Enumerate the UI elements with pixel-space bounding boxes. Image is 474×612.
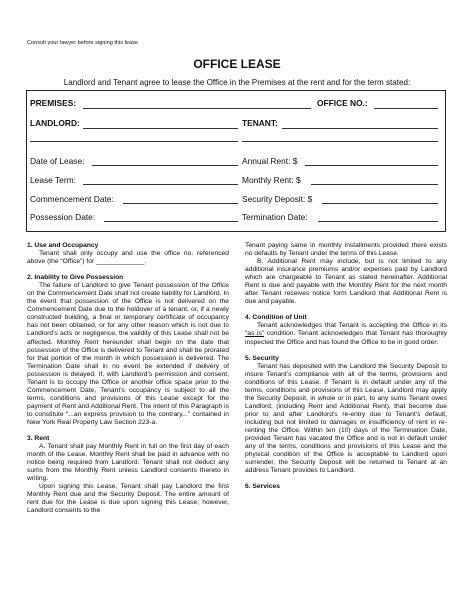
left-column	[27, 242, 229, 516]
landlord-label: LANDLORD:	[30, 118, 80, 128]
section-3-heading: 3. Rent	[27, 435, 50, 443]
possession-date-label: Possession Date:	[30, 212, 96, 222]
tenant-label: TENANT:	[242, 118, 278, 128]
page-title: OFFICE LEASE	[193, 57, 281, 71]
tenant-field[interactable]	[282, 128, 438, 129]
section-5-text: Tenant has deposited with the Landlord the Security Deposit to insure Tenant’s compliance with all of the terms, provisions and conditions of this Lease. If Tenant is in default under any of the terms, conditions and provisions of this Lease, Landlord may apply the Security Deposit, in whole or in part, to any sums Tenant owes Landlord, (including Rent and Additional Rent), that become due prior to and after Landlord’s re-entry due to Tenant’s default, including but not limited to damages or insufficiency of rent in re-renting the Office. Within ten (10) days of the Termination Date, provided Tenant has vacated the Office and is not in default under any of the terms, conditions and provisions of this Lease and the physical condition of the Office is acceptable to Landlord upon surrender, the Security Deposit will be returned to Tenant at an address Tenant provides to Landlord.	[245, 362, 447, 475]
section-4-text-post: condition. Tenant acknowledges that Tenant has thoroughly inspected the Office and has found the Office to be in good order.	[245, 330, 447, 346]
section-3-continued: Tenant paying same in monthly installments provided there exists no defaults by Tenant under the terms of this Lease.	[245, 242, 447, 258]
section-4-heading: 4. Condition of Unit	[245, 314, 307, 322]
office-no-field[interactable]	[374, 108, 438, 109]
office-no-label: OFFICE NO.:	[317, 98, 368, 108]
landlord-field[interactable]	[83, 128, 238, 129]
annual-rent-label: Annual Rent: $	[242, 156, 298, 166]
security-deposit-label: Security Deposit: $	[242, 194, 313, 204]
premises-label: PREMISES:	[30, 98, 77, 108]
section-2-text: The failure of Landlord to give Tenant possession of the Office on the Commencement Date shall not create liability for Landlord. In the event that possession of the Office is not delivered on the Commencement Date due to the holdover of a tenant, or, if a newly constructed building, a final or temporary certificate of occupancy has not been obtained, or for any other reason which is not due to Landlord’s acts or negligence, the validity of this Lease shall not be affected. Monthly Rent hereunder shall begin on the date that possession of the Office is delivered to Tenant and shall be prorated for that portion of the month in which possession is delivered. The Termination Date shall in no event be extended if delivery of possession is delayed. If, with Landlord’s permission and consent, Tenant is to occupy the Office or another office space prior to the Commencement Date, Tenant’s occupancy is subject to all the terms, conditions and provisions of this Lease except for the payment of Rent and Additional Rent. The intent of this Paragraph is to constitute “...an express provision to the contrary...” contained in New York Real Property Law Section 223-a.	[27, 282, 229, 426]
section-1-heading: 1. Use and Occupancy	[27, 242, 99, 249]
as-is-term: “as is”	[245, 330, 265, 338]
commencement-date-field[interactable]	[123, 203, 238, 204]
termination-date-field[interactable]	[318, 221, 438, 222]
monthly-rent-field[interactable]	[311, 184, 438, 185]
lease-info-box	[26, 90, 446, 232]
section-6-heading: 6. Services	[245, 483, 280, 491]
tenant-address-line[interactable]	[242, 141, 438, 142]
lease-term-field[interactable]	[83, 184, 238, 185]
right-column	[245, 242, 447, 491]
landlord-address-line[interactable]	[30, 141, 238, 142]
possession-date-field[interactable]	[104, 221, 238, 222]
annual-rent-field[interactable]	[305, 165, 438, 166]
monthly-rent-label: Monthly Rent: $	[242, 175, 301, 185]
date-of-lease-label: Date of Lease:	[30, 156, 85, 166]
section-4-text-pre: Tenant acknowledges that Tenant is accepting the Office in its	[257, 322, 447, 330]
commencement-date-label: Commencement Date:	[30, 194, 114, 204]
premises-field[interactable]	[83, 108, 311, 109]
intro-text: Landlord and Tenant agree to lease the Office in the Premises at the rent and for the term stated:	[63, 78, 411, 87]
header-note: Consult your lawyer before signing this lease	[27, 40, 139, 46]
section-3b-text: B. Additional Rent may include, but is not limited to any additional insurance premiums and/or expenses paid by Landlord which are chargeable to Tenant as stated hereinafter. Additional Rent is due and payable with the Monthly Rent for the next month after Tenant receives notice form Landlord that Additional Rent is due and payable.	[245, 258, 447, 306]
section-3a-text-cont: Upon signing this Lease, Tenant shall pay Landlord the first Monthly Rent due and the Security Deposit. The entire amount of rent due for the Lease is due upon signing this Lease; however, Landlord consents to the	[27, 483, 229, 515]
section-5-heading: 5. Security	[245, 354, 279, 362]
section-3a-text: A. Tenant shall pay Monthly Rent in full on the first day of each month of the Lease. Monthly Rent shall be paid in advance with no notice being required from Landlord. Tenant shall not deduct any sums from the Monthly Rent unless Landlord consents thereto in writing.	[27, 443, 229, 483]
termination-date-label: Termination Date:	[242, 212, 308, 222]
section-1-text: Tenant shall only occupy and use the office no. referenced above (the “Office”) for _____________.	[27, 250, 229, 266]
lease-term-label: Lease Term:	[30, 175, 76, 185]
section-2-heading: 2. Inability to Give Possession	[27, 274, 124, 282]
date-of-lease-field[interactable]	[92, 165, 238, 166]
security-deposit-field[interactable]	[322, 203, 438, 204]
section-4-text	[245, 322, 447, 346]
